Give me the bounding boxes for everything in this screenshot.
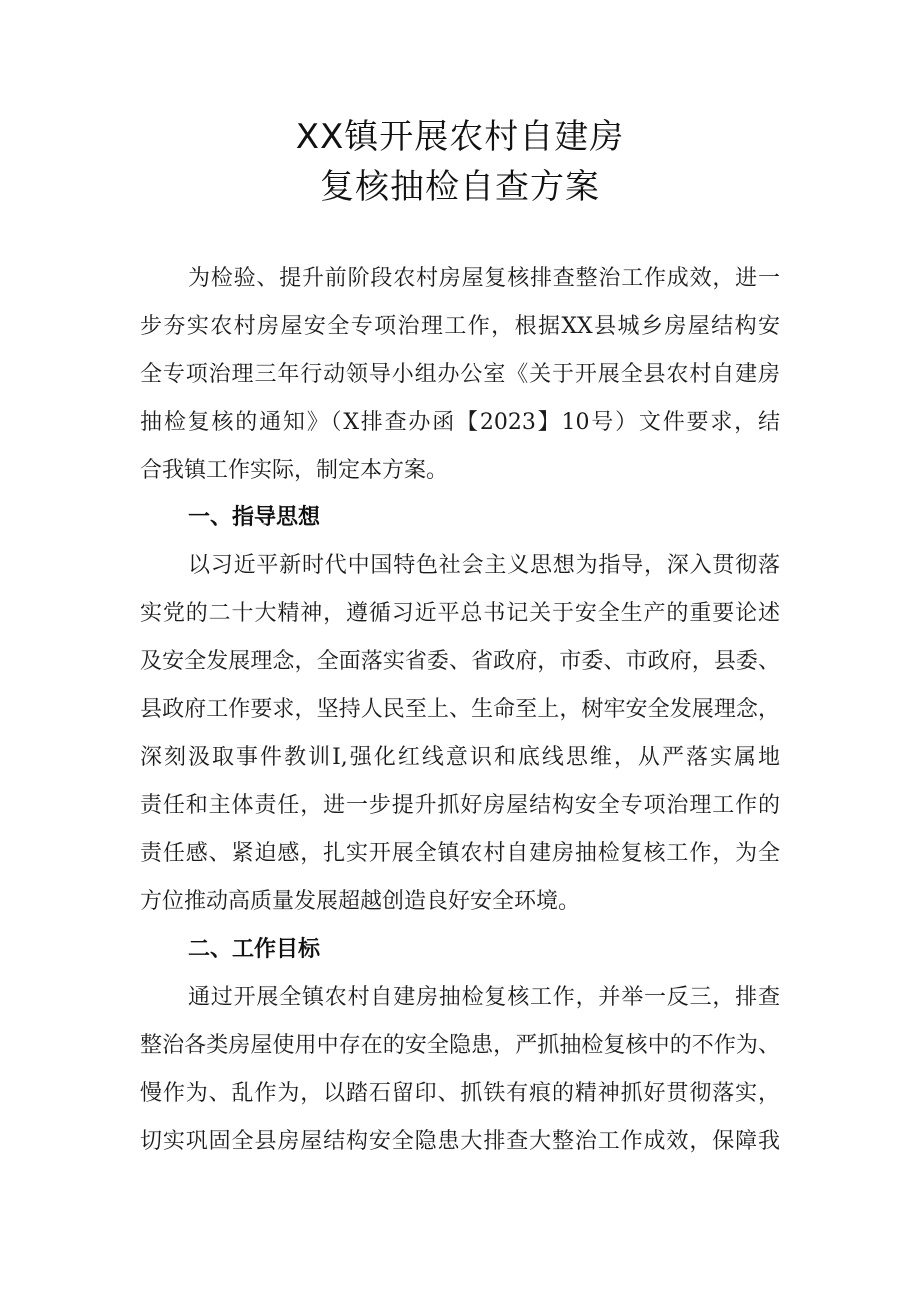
section-heading-guiding-ideology: 一、指导思想: [188, 505, 321, 530]
paragraph-line: 切实巩固全县房屋结构安全隐患大排查大整治工作成效，保障我: [140, 1129, 780, 1154]
intro-line: 步夯实农村房屋安全专项治理工作，根据XX县城乡房屋结构安: [140, 314, 780, 339]
document-title-line-2: 复核抽检自查方案: [320, 167, 600, 207]
intro-line: 合我镇工作实际，制定本方案。: [140, 458, 449, 483]
guiding-ideology-paragraph: [140, 542, 780, 926]
paragraph-line: 责任感、紧迫感，扎实开展全镇农村自建房抽检复核工作，为全: [140, 841, 780, 866]
intro-paragraph: [140, 255, 780, 495]
paragraph-line: 方位推动高质量发展超越创造良好安全环境。: [140, 889, 581, 914]
section-heading-work-goals: 二、工作目标: [188, 937, 321, 962]
paragraph-line: 实党的二十大精神，遵循习近平总书记关于安全生产的重要论述: [140, 601, 780, 626]
intro-line: 全专项治理三年行动领导小组办公室《关于开展全县农村自建房: [140, 362, 780, 387]
paragraph-line: 整治各类房屋使用中存在的安全隐患，严抓抽检复核中的不作为、: [140, 1033, 780, 1058]
paragraph-line: 责任和主体责任，进一步提升抓好房屋结构安全专项治理工作的: [140, 793, 780, 818]
paragraph-line: 以习近平新时代中国特色社会主义思想为指导，深入贯彻落: [188, 553, 780, 578]
paragraph-line: 通过开展全镇农村自建房抽检复核工作，并举一反三，排查: [188, 985, 780, 1010]
paragraph-line: 深刻汲取事件教训I,强化红线意识和底线思维，从严落实属地: [140, 745, 780, 770]
document-title-line-1: XX镇开展农村自建房: [295, 117, 625, 157]
intro-line: 抽检复核的通知》（X排查办函【2023】10号）文件要求，结: [140, 410, 780, 435]
intro-line: 为检验、提升前阶段农村房屋复核排查整治工作成效，进一: [188, 266, 780, 291]
work-goals-paragraph: [140, 974, 780, 1166]
paragraph-line: 及安全发展理念，全面落实省委、省政府，市委、市政府，县委、: [140, 649, 780, 674]
paragraph-line: 县政府工作要求，坚持人民至上、生命至上，树牢安全发展理念，: [140, 697, 780, 722]
paragraph-line: 慢作为、乱作为，以踏石留印、抓铁有痕的精神抓好贯彻落实，: [140, 1081, 780, 1106]
